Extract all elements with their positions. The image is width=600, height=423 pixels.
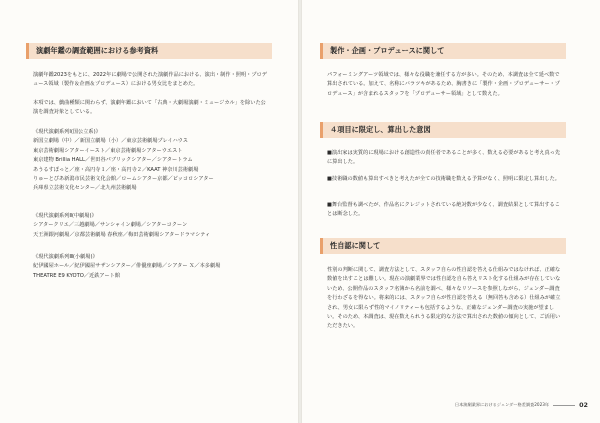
right-page [302,0,600,423]
four-items-bullet-2: ■技術職の数値も算出すべきと考えたが全ての技術職を数える予算がなく、照明に限定し算出した。 [327,176,560,182]
section-heading-four-items: ４項目に限定し、算出した意図 [320,122,566,138]
intro-paragraph: 演劇年鑑2023をもとに、2022年に劇場で公開された演劇作品における、演出・制作・照明・プロデュース領域（製作＆企画＆プロデュース）における男女比をまとめた。 [33,72,267,88]
section-heading-production: 製作・企画・プロデュースに関して [320,43,566,59]
four-items-bullet-1: ■演出家は実質的に現場における創造性の責任者であることが多く、数える必要があると考え真っ先に算出した。 [327,150,561,166]
theater-list-group-3: 《現代演劇系列Ⅲ(小劇場)》 紀伊國屋ホール／紀伊國屋サザンシアター／俳優座劇場／シアター Ｘ／本多劇場 THEATRE E9 KYOTO／近鉄アート館 [33,254,221,279]
page-footer [455,401,588,409]
footer-rule [553,405,575,406]
left-page [0,0,298,423]
section-heading-references: 演劇年鑑の調査範囲における参考資料 [26,43,272,59]
footer-title: 日本演劇業界におけるジェンダー格差調査2023年 [454,402,550,407]
gender-identity-paragraph: 性別の判断に関して、調査方法として、スタッフ自らの性自認を答える仕組みではなければ、正確な数値を出すことは難しい。現在の演劇業界では性自認を自ら答えリスト化する仕組みが存在していないため、公開作品のスタッフ名簿から名前を調べ、様々なリソースを参照しながら、ジェンダー調査を行わざるを得ない。将来的には、スタッフ自らが性自認を答える（無回答も含める）仕組みが確立され、男女に限らず性的マイノリティーも包括するような、正確なジェンダー調査の実施が望ましい。そのため、本調査は、現在数えられうる限定的な方法で算出された数値の傾向として、ご活用いただきたい。 [327,267,561,330]
scope-paragraph: 本項では、戯曲種類に関わらず、演劇年鑑において「古典・大劇場演劇・ミュージカル」を除いた公演を調査対象としている。 [33,100,266,116]
theater-list-group-2: 《現代演劇系列Ⅱ(中劇場)》 シアタークリエ／三越劇場／サンシャイン劇場／シアターコクーン 天王洲銀河劇場／京都芸術劇場 春秋座／梅田芸術劇場シアタードラマシティ [33,213,211,238]
theater-list-group-1: 《現代演劇系列Ⅰ(国公立系)》 新国立劇場（中）／新国立劇場（小）／東京芸術劇場プレイハウス 東京芸術劇場シアターイースト／東京芸術劇場シアターウエスト 東京建物 Brillia HALL／世田谷パブリックシアター／シアタートラム あうるすぽっと／座・高円寺１／座・高円寺２／KAAT 神奈川芸術劇場 りゅーとぴあ新潟市民芸術文化会館／ロームシアター京都／ピッコロシアター 兵庫県立芸術文化センター／北九州芸術劇場 [33,129,214,192]
production-paragraph: パフォーミングアーツ領域では、様々な役職を兼任する方が多い。そのため、本調査は全て延べ数で算出されている。加えて、名称にバラツキがあるため、胸書きに「製作・企画・プロデューサー・プロデュース」が含まれるスタッフを「プロデューサー領域」として数えた。 [327,72,560,97]
section-heading-gender-identity: 性自認に関して [320,238,566,254]
page-number: 02 [579,401,588,409]
four-items-bullet-3: ■舞台監督も調べたが、作品名にクレジットされている絶対数が少なく、調査結果として算出することは断念した。 [327,202,560,218]
